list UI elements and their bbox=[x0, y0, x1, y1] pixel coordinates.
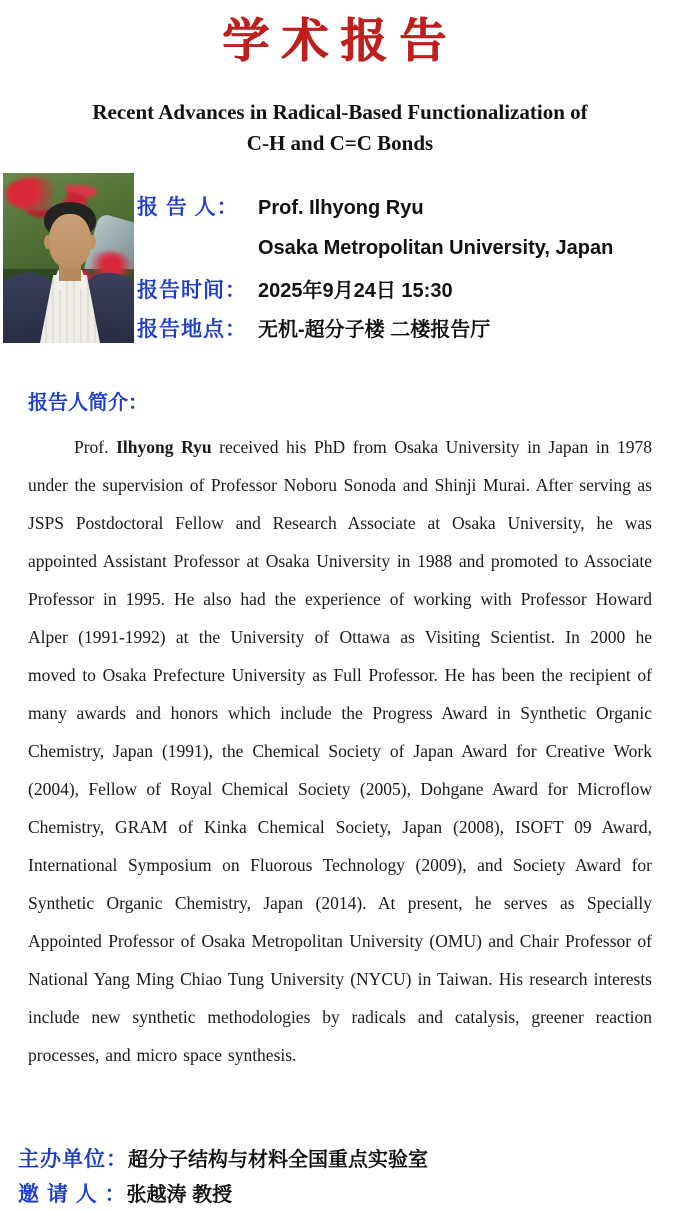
photo-face bbox=[49, 214, 91, 268]
bio-heading: 报告人简介： bbox=[28, 392, 148, 414]
lecture-venue-label: 报告地点： bbox=[137, 318, 247, 341]
speaker-photo bbox=[3, 173, 134, 343]
bio-paragraph bbox=[28, 428, 652, 1074]
lecture-time-label: 报告时间： bbox=[137, 279, 247, 302]
bio-speaker-bold-name: Ilhyong Ryu bbox=[116, 437, 212, 457]
lecture-title bbox=[0, 97, 680, 159]
lecture-venue-value: 无机-超分子楼 二楼报告厅 bbox=[258, 319, 491, 341]
lecture-venue-row bbox=[137, 313, 490, 343]
lecture-title-line1: Recent Advances in Radical-Based Functionalization of bbox=[92, 100, 588, 124]
speaker-affiliation-value: Osaka Metropolitan University, Japan bbox=[258, 237, 614, 259]
speaker-section bbox=[0, 173, 680, 345]
speaker-name-row bbox=[137, 191, 424, 221]
host-organization-row bbox=[18, 1143, 428, 1173]
host-organization-label: 主办单位： bbox=[18, 1148, 128, 1171]
bio-paragraph-prefix: Prof. bbox=[74, 437, 117, 457]
host-organization-value: 超分子结构与材料全国重点实验室 bbox=[128, 1149, 428, 1171]
inviter-value: 张越涛 教授 bbox=[126, 1184, 233, 1206]
speaker-name-value: Prof. Ilhyong Ryu bbox=[258, 197, 424, 219]
speaker-affiliation-row bbox=[258, 237, 613, 260]
lecture-time-value: 2025年9月24日 15:30 bbox=[258, 280, 453, 302]
inviter-row bbox=[18, 1178, 232, 1208]
speaker-name-label: 报 告 人： bbox=[137, 196, 239, 219]
speaker-info bbox=[137, 173, 680, 345]
inviter-label: 邀 请 人 ： bbox=[18, 1183, 127, 1206]
bio-paragraph-body: received his PhD from Osaka University in Japan in 1978 under the supervision of Professor Noboru Sonoda and Shinji Murai. After serving as JSPS Postdoctoral Fellow and Research Associate at Osaka University, he was appointed Assistant Professor at Osaka University in 1988 and promoted to Associate Professor in 1995. He also had the experience of working with Professor Howard Alper (1991-1992) at the University of Ottawa as Visiting Scientist. In 2000 he moved to Osaka Prefecture University as Full Professor. He has been the recipient of many awards and honors which include the Progress Award in Synthetic Organic Chemistry, Japan (1991), the Chemical Society of Japan Award for Creative Work (2004), Fellow of Royal Chemical Society (2005), Dohgane Award for Microflow Chemistry, GRAM of Kinka Chemical Society, Japan (2008), ISOFT 09 Award, International Symposium on Fluorous Technology (2009), and Society Award for Synthetic Organic Chemistry, Japan (2014). At present, he serves as Specially Appointed Professor of Osaka Metropolitan University (OMU) and Chair Professor of National Yang Ming Chiao Tung University (NYCU) in Taiwan. His research interests include new synthetic methodologies by radicals and catalysis, greener reaction processes, and micro space synthesis. bbox=[28, 437, 652, 1065]
page-title: 学术报告 bbox=[222, 14, 458, 67]
lecture-time-row bbox=[137, 274, 453, 304]
lecture-title-line2: C-H and C=C Bonds bbox=[246, 131, 434, 155]
